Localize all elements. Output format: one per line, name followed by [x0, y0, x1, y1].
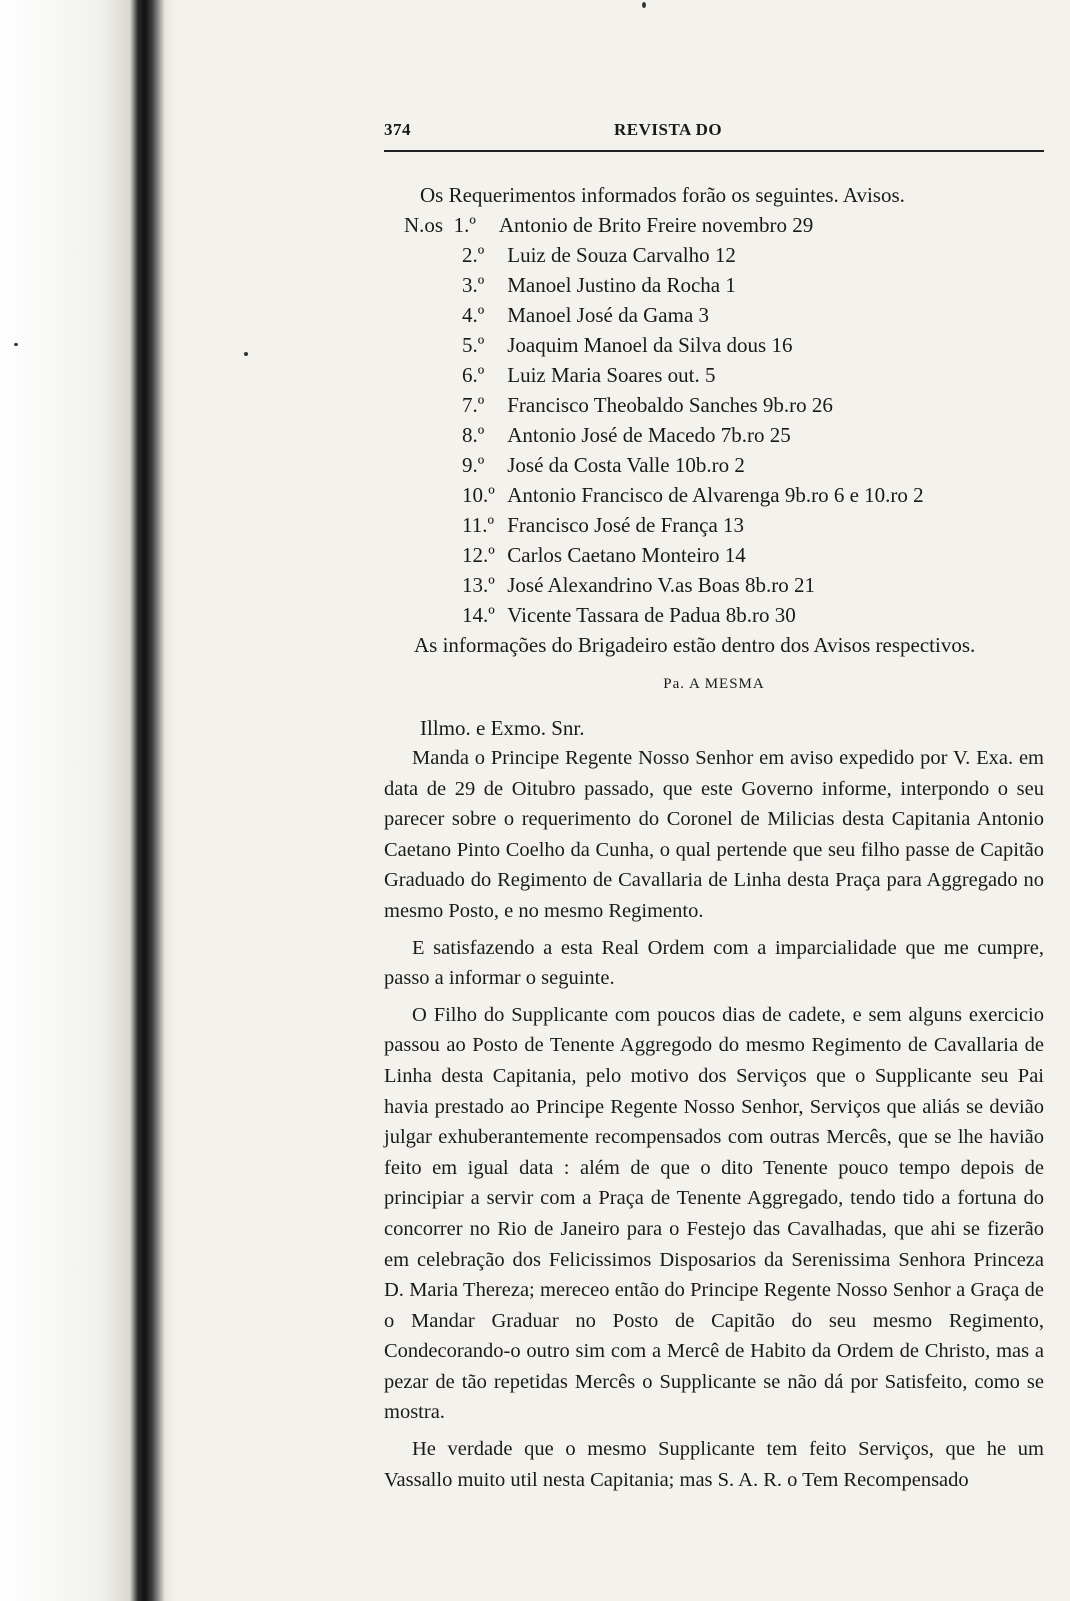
- list-item: 14.º Vicente Tassara de Padua 8b.ro 30: [462, 603, 796, 627]
- list-item: 10.º Antonio Francisco de Alvarenga 9b.ro 6 e 10.ro 2: [462, 483, 924, 507]
- list-item: 2.º Luiz de Souza Carvalho 12: [462, 243, 736, 267]
- intro-line: Os Requerimentos informados forão os seguintes. Avisos.: [420, 183, 905, 207]
- body-paragraph: He verdade que o mesmo Supplicante tem feito Serviços, que he um Vassallo muito util nesta Capitania; mas S. A. R. o Tem Recompensado: [384, 1438, 1044, 1491]
- list-item: 3.º Manoel Justino da Rocha 1: [462, 273, 736, 297]
- book-binding-shadow: [0, 0, 175, 1601]
- page-header: [384, 120, 1044, 152]
- list-item: 11.º Francisco José de França 13: [462, 513, 745, 537]
- list-item: 12.º Carlos Caetano Monteiro 14: [462, 543, 746, 567]
- list-prefix: N.os: [404, 213, 444, 237]
- running-title: REVISTA DO: [614, 120, 723, 139]
- body-paragraph: E satisfazendo a esta Real Ordem com a imparcialidade que me cumpre, passo a informar o seguinte.: [384, 936, 1044, 990]
- section-heading: Pa. A MESMA: [663, 676, 765, 692]
- greeting: Illmo. e Exmo. Snr.: [420, 716, 585, 740]
- list-item: 8.º Antonio José de Macedo 7b.ro 25: [462, 423, 791, 447]
- ink-speck: [14, 343, 18, 346]
- list-item: 4.º Manoel José da Gama 3: [462, 303, 710, 327]
- body-paragraph: O Filho do Supplicante com poucos dias de cadete, e sem alguns exercicio passou ao Posto de Tenente Aggregodo do mesmo Regimento de Cavallaria de Linha desta Capitania, pelo motivo dos Serviços que o Supplicante seu Pai havia prestado ao Principe Regente Nosso Senhor, Serviços que aliás se devião julgar exhuberantemente recompensados com outras Mercês, que se lhe havião feito em igual data : além de que o dito Tenente pouco tempo depois de principiar a servir com a Praça de Tenente Aggregado, tendo tido a fortuna do concorrer no Rio de Janeiro para o Festejo das Cavalhadas, que ahi se fizerão em celebração dos Felicissimos Disposarios da Serenissima Senhora Princeza D. Maria Thereza; mereceo então do Principe Regente Nosso Senhor a Graça de o Mandar Graduar no Posto de Capitão do seu mesmo Regimento, Condecorando-o outro sim com a Mercê de Habito da Ordem de Christo, mas a pezar de tão repetidas Mercês o Supplicante se não dá por Satisfeito, como se mostra.: [384, 1003, 1044, 1424]
- list-item: 7.º Francisco Theobaldo Sanches 9b.ro 26: [462, 393, 833, 417]
- document-page: [384, 120, 1044, 1501]
- ink-speck: [244, 352, 248, 356]
- requerimentos-list: [384, 210, 1044, 630]
- list-item: 9.º José da Costa Valle 10b.ro 2: [462, 453, 745, 477]
- list-item: 6.º Luiz Maria Soares out. 5: [462, 363, 716, 387]
- body-paragraph: Manda o Principe Regente Nosso Senhor em aviso expedido por V. Exa. em data de 29 de Oitubro passado, que este Governo informe, interpondo o seu parecer sobre o requerimento do Coronel de Milicias desta Capitania Antonio Caetano Pinto Coelho da Cunha, o qual pertende que seu filho passe de Capitão Graduado do Regimento de Cavallaria de Linha desta Praça para Aggregado no mesmo Posto, e no mesmo Regimento.: [384, 747, 1044, 922]
- list-item: 13.º José Alexandrino V.as Boas 8b.ro 21: [462, 573, 816, 597]
- ink-speck: [642, 2, 646, 8]
- page-number: 374: [384, 120, 411, 139]
- list-item: N.os 1.º Antonio de Brito Freire novembro 29: [404, 213, 814, 237]
- closing-line: As informações do Brigadeiro estão dentro dos Avisos respectivos.: [414, 633, 976, 657]
- list-item: 5.º Joaquim Manoel da Silva dous 16: [462, 333, 793, 357]
